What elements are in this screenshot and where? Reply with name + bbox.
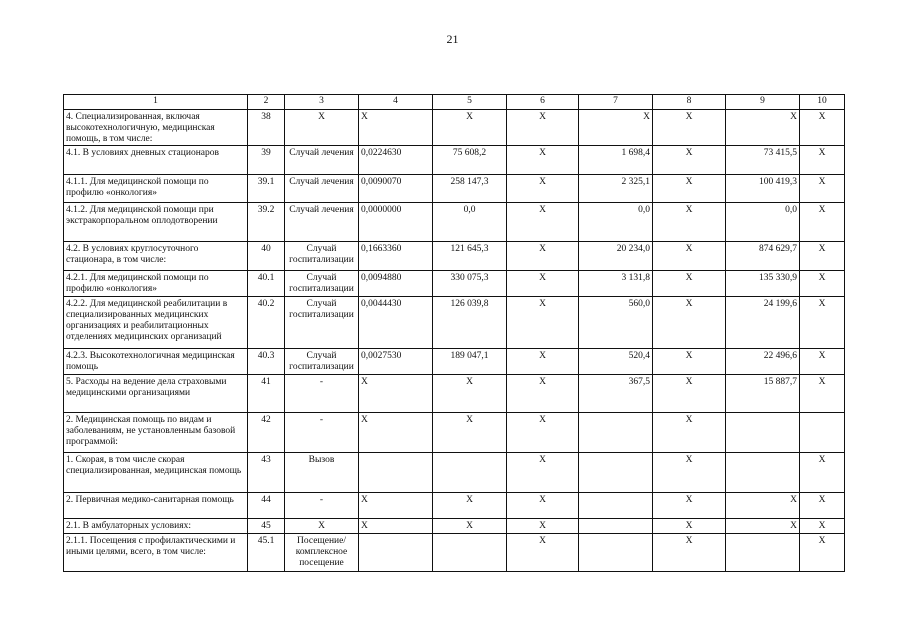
table-cell: Х [433, 519, 507, 534]
table-cell: Х [800, 242, 845, 271]
table-cell: Х [507, 203, 579, 242]
table-cell: 41 [248, 375, 285, 413]
row-label-cell: 1. Скорая, в том числе скорая специализированная, медицинская помощь [64, 453, 248, 493]
table-cell: 126 039,8 [433, 297, 507, 349]
table-cell: Х [579, 110, 653, 146]
table-cell: Х [359, 519, 433, 534]
table-row [64, 534, 845, 572]
table-cell: 38 [248, 110, 285, 146]
row-label-cell: 4.2.2. Для медицинской реабилитации в специализированных медицинских организациях и реабилитационных отделениях медицинских организаций [64, 297, 248, 349]
table-cell: Х [800, 297, 845, 349]
table-cell: 100 419,3 [726, 175, 800, 203]
table-row [64, 242, 845, 271]
table-cell [433, 534, 507, 572]
table-cell: Х [800, 175, 845, 203]
table-cell [579, 413, 653, 453]
table-cell: Случай лечения [285, 175, 359, 203]
table-cell: Х [653, 242, 726, 271]
table-row [64, 519, 845, 534]
table-cell: 40.3 [248, 349, 285, 375]
table-row [64, 349, 845, 375]
table-cell: - [285, 413, 359, 453]
table-cell: Х [507, 242, 579, 271]
table-cell [433, 453, 507, 493]
table-cell: 24 199,6 [726, 297, 800, 349]
table-header-row [64, 95, 845, 110]
table-cell [800, 413, 845, 453]
table-cell: Х [359, 493, 433, 519]
table-cell: Х [800, 271, 845, 297]
table-cell: Х [800, 349, 845, 375]
table-cell: 560,0 [579, 297, 653, 349]
table-cell [726, 534, 800, 572]
table-cell: Х [653, 534, 726, 572]
table-cell: 73 415,5 [726, 146, 800, 175]
table-cell: Х [285, 519, 359, 534]
table-row [64, 146, 845, 175]
column-header: 2 [248, 95, 285, 110]
table-cell: Х [653, 375, 726, 413]
table-cell: 2 325,1 [579, 175, 653, 203]
table-cell: 367,5 [579, 375, 653, 413]
table-cell: Х [726, 110, 800, 146]
table-cell: 520,4 [579, 349, 653, 375]
table-cell: Случай госпитализации [285, 349, 359, 375]
table-cell: 0,0090070 [359, 175, 433, 203]
table-cell: 0,0044430 [359, 297, 433, 349]
table-cell: 43 [248, 453, 285, 493]
table-cell: Х [653, 110, 726, 146]
table-cell: 0,0 [726, 203, 800, 242]
table-cell: Вызов [285, 453, 359, 493]
row-label-cell: 4.1.2. Для медицинской помощи при экстракорпоральном оплодотворении [64, 203, 248, 242]
table-cell: Х [433, 110, 507, 146]
table-cell: Х [800, 453, 845, 493]
column-header: 1 [64, 95, 248, 110]
table-cell: 0,0224630 [359, 146, 433, 175]
table-row [64, 297, 845, 349]
table-cell: Х [800, 110, 845, 146]
table-cell: Х [507, 175, 579, 203]
table-cell: 42 [248, 413, 285, 453]
table-cell: Х [800, 203, 845, 242]
table-cell [359, 453, 433, 493]
data-table [63, 94, 845, 572]
row-label-cell: 4.2.3. Высокотехнологичная медицинская помощь [64, 349, 248, 375]
table-cell: Х [507, 349, 579, 375]
table-cell: Х [800, 519, 845, 534]
table-cell: Случай лечения [285, 203, 359, 242]
table-cell: Х [653, 146, 726, 175]
table-cell: Х [800, 493, 845, 519]
table-cell [726, 413, 800, 453]
table-cell: Х [653, 203, 726, 242]
table-cell [579, 534, 653, 572]
table-cell: 44 [248, 493, 285, 519]
column-header: 4 [359, 95, 433, 110]
row-label-cell: 4. Специализированная, включая высокотехнологичную, медицинская помощь, в том числе: [64, 110, 248, 146]
table-cell: Х [359, 110, 433, 146]
table-row [64, 203, 845, 242]
table-cell: 258 147,3 [433, 175, 507, 203]
table-cell: 0,0027530 [359, 349, 433, 375]
column-header: 3 [285, 95, 359, 110]
table-cell: Х [507, 519, 579, 534]
table-cell: Х [507, 297, 579, 349]
table-cell: Х [507, 146, 579, 175]
table-cell: Х [359, 375, 433, 413]
table-cell: 0,1663360 [359, 242, 433, 271]
table-cell: 874 629,7 [726, 242, 800, 271]
table-cell: Х [653, 297, 726, 349]
table-cell: Х [653, 413, 726, 453]
table-cell: Х [800, 534, 845, 572]
table-cell: Х [726, 493, 800, 519]
table-cell: 0,0 [579, 203, 653, 242]
table-cell: Х [359, 413, 433, 453]
table-cell: 189 047,1 [433, 349, 507, 375]
table-cell: Х [653, 271, 726, 297]
table-cell: Х [726, 519, 800, 534]
row-label-cell: 4.1.1. Для медицинской помощи по профилю «онкология» [64, 175, 248, 203]
row-label-cell: 4.2.1. Для медицинской помощи по профилю «онкология» [64, 271, 248, 297]
table-cell: Х [507, 493, 579, 519]
table-row [64, 375, 845, 413]
table-cell: 45 [248, 519, 285, 534]
table-cell: Х [433, 375, 507, 413]
table-cell: 121 645,3 [433, 242, 507, 271]
table-cell: 3 131,8 [579, 271, 653, 297]
row-label-cell: 4.1. В условиях дневных стационаров [64, 146, 248, 175]
table-cell [359, 534, 433, 572]
column-header: 8 [653, 95, 726, 110]
table-cell: Х [653, 175, 726, 203]
table-cell: Случай госпитализации [285, 242, 359, 271]
table-cell: 0,0 [433, 203, 507, 242]
table-cell: 0,0094880 [359, 271, 433, 297]
table-cell [579, 519, 653, 534]
table-cell: Х [507, 110, 579, 146]
table-cell: - [285, 493, 359, 519]
table-cell: 39.1 [248, 175, 285, 203]
column-header: 6 [507, 95, 579, 110]
row-label-cell: 2.1. В амбулаторных условиях: [64, 519, 248, 534]
table-cell: Х [433, 493, 507, 519]
table-cell: 0,0000000 [359, 203, 433, 242]
table-cell: Х [653, 349, 726, 375]
table-cell: 20 234,0 [579, 242, 653, 271]
table-cell [726, 453, 800, 493]
table-cell [579, 453, 653, 493]
table-cell: Х [653, 453, 726, 493]
row-label-cell: 5. Расходы на ведение дела страховыми медицинскими организациями [64, 375, 248, 413]
column-header: 9 [726, 95, 800, 110]
table-cell: 1 698,4 [579, 146, 653, 175]
table-cell: Случай госпитализации [285, 271, 359, 297]
table-cell: Х [800, 375, 845, 413]
table-row [64, 175, 845, 203]
table-cell: 330 075,3 [433, 271, 507, 297]
table-cell: Х [800, 146, 845, 175]
table-cell: Х [507, 375, 579, 413]
table-cell: 39 [248, 146, 285, 175]
table-cell: Х [507, 534, 579, 572]
row-label-cell: 2.1.1. Посещения с профилактическими и иными целями, всего, в том числе: [64, 534, 248, 572]
table-cell: Х [433, 413, 507, 453]
table-row [64, 413, 845, 453]
table-row [64, 271, 845, 297]
table-cell [579, 493, 653, 519]
column-header: 10 [800, 95, 845, 110]
page-number: 21 [446, 32, 459, 46]
row-label-cell: 4.2. В условиях круглосуточного стационара, в том числе: [64, 242, 248, 271]
column-header: 5 [433, 95, 507, 110]
table-row [64, 110, 845, 146]
row-label-cell: 2. Медицинская помощь по видам и заболеваниям, не установленным базовой программой: [64, 413, 248, 453]
table-cell: 40.2 [248, 297, 285, 349]
table-cell: 75 608,2 [433, 146, 507, 175]
table-cell: 40.1 [248, 271, 285, 297]
table-cell: Посещение/ комплексное посещение [285, 534, 359, 572]
table-cell: Случай лечения [285, 146, 359, 175]
row-label-cell: 2. Первичная медико-санитарная помощь [64, 493, 248, 519]
table-cell: 22 496,6 [726, 349, 800, 375]
table-cell: Х [507, 453, 579, 493]
table-cell: 15 887,7 [726, 375, 800, 413]
column-header: 7 [579, 95, 653, 110]
table-cell: - [285, 375, 359, 413]
table-cell: Случай госпитализации [285, 297, 359, 349]
table-cell: Х [507, 413, 579, 453]
table-cell: 135 330,9 [726, 271, 800, 297]
table-row [64, 453, 845, 493]
table-cell: 39.2 [248, 203, 285, 242]
table-row [64, 493, 845, 519]
table-cell: 45.1 [248, 534, 285, 572]
table-cell: 40 [248, 242, 285, 271]
table-cell: Х [507, 271, 579, 297]
table-cell: Х [653, 519, 726, 534]
table-cell: Х [285, 110, 359, 146]
table-cell: Х [653, 493, 726, 519]
